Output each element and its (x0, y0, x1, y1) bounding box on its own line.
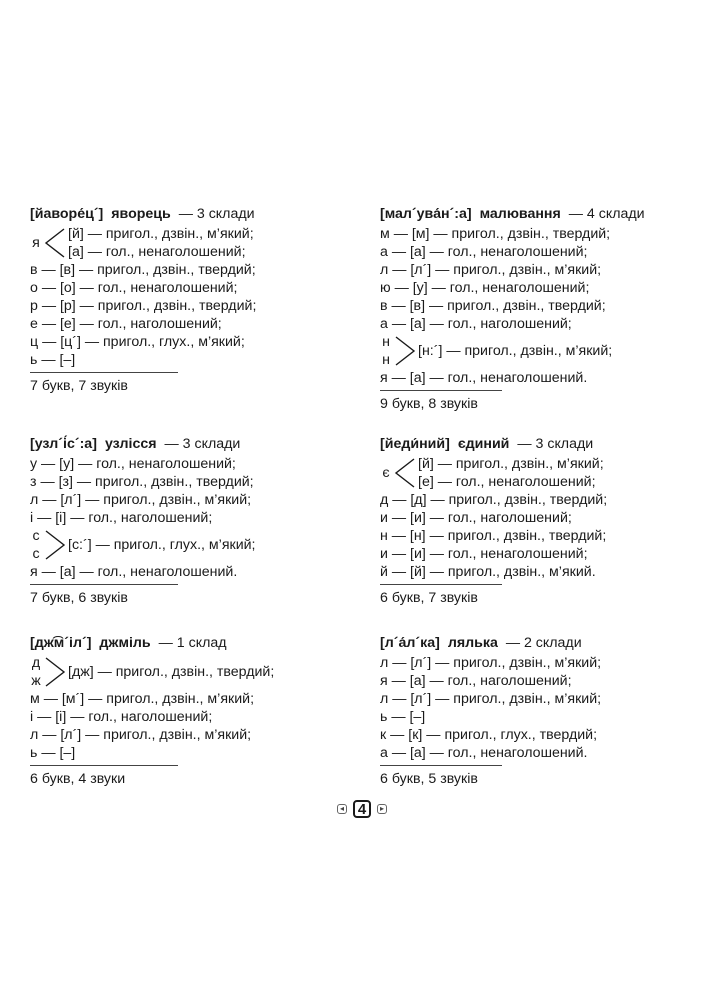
letter-description: л — [л´] — пригол., дзвін., м’який; (30, 492, 252, 508)
letter-row (380, 279, 680, 297)
word-heading (380, 634, 680, 652)
letter-row (380, 369, 680, 387)
syllable-count: — 2 склади (505, 635, 582, 651)
letter: с (32, 528, 40, 544)
syllable-count: — 3 склади (517, 436, 594, 452)
split-bracket-icon (392, 455, 418, 491)
letter-row (30, 261, 330, 279)
letter-description: у — [у] — гол., ненаголошений; (30, 456, 236, 472)
letter-description: а — [а] — гол., наголошений; (380, 316, 572, 332)
letter: є (382, 465, 390, 481)
letter-row-merge (30, 527, 330, 563)
word-heading (30, 435, 330, 453)
letter-description: л — [л´] — пригол., дзвін., м’який; (380, 691, 602, 707)
letter-sound-count: 6 букв, 5 звуків (380, 771, 478, 787)
letter-description: л — [л´] — пригол., дзвін., м’який; (380, 262, 602, 278)
syllable-count: — 3 склади (178, 206, 255, 222)
transcription: [йеди́ний] (380, 436, 450, 452)
letter-description: з — [з] — пригол., дзвін., твердий; (30, 474, 254, 490)
letter-row (30, 509, 330, 527)
letter-row (30, 744, 330, 762)
word-heading (30, 634, 330, 652)
next-page-icon: ▸ (377, 804, 387, 814)
letter-row (30, 279, 330, 297)
letter-description: ь — [–] (380, 709, 426, 725)
letter-row (30, 297, 330, 315)
letter-row (30, 473, 330, 491)
letter: с (32, 546, 40, 562)
divider (380, 584, 502, 585)
letter-row (30, 333, 330, 351)
sound-description: [н:´] — пригол., дзвін., м’який; (418, 343, 613, 359)
sound-description: [й] — пригол., дзвін., м’який; (68, 226, 254, 242)
transcription: [дж͡м´іл´] (30, 635, 92, 651)
divider (30, 372, 178, 373)
letter-description: ь — [–] (30, 745, 76, 761)
letter-description: л — [л´] — пригол., дзвін., м’який; (30, 727, 252, 743)
prev-page-icon: ◂ (337, 804, 347, 814)
merge-bracket-icon (42, 527, 68, 563)
letter-row (30, 455, 330, 473)
letter-row (380, 315, 680, 333)
page-number: 4 (353, 800, 371, 818)
letter: д (31, 655, 41, 671)
letter-row (30, 726, 330, 744)
divider (380, 390, 502, 391)
letter-description: м — [м] — пригол., дзвін., твердий; (380, 226, 611, 242)
letter-row (30, 690, 330, 708)
syllable-count: — 3 склади (164, 436, 241, 452)
letter-sound-count: 6 букв, 4 звуки (30, 771, 126, 787)
letter-description: н — [н] — пригол., дзвін., твердий; (380, 528, 607, 544)
word-analysis-block (380, 205, 680, 413)
sound-description: [дж] — пригол., дзвін., твердий; (68, 664, 275, 680)
letter-description: ь — [–] (30, 352, 76, 368)
letter-description: ю — [у] — гол., ненаголошений; (380, 280, 590, 296)
letter: н (382, 334, 390, 350)
letter-description: и — [и] — гол., наголошений; (380, 510, 572, 526)
letter-row (380, 726, 680, 744)
word: джміль (99, 635, 151, 651)
letter-row-split (380, 455, 680, 491)
merge-bracket-icon (392, 333, 418, 369)
letter-row (380, 297, 680, 315)
letter-row (380, 225, 680, 243)
letter-row (380, 509, 680, 527)
letter-description: р — [р] — пригол., дзвін., твердий; (30, 298, 257, 314)
word-analysis-block (30, 435, 330, 607)
word: яворець (111, 206, 171, 222)
letter-description: я — [а] — гол., ненаголошений. (380, 370, 588, 386)
letter-row (30, 351, 330, 369)
letter-description: к — [к] — пригол., глух., твердий; (380, 727, 598, 743)
word: єдиний (457, 436, 510, 452)
divider (30, 584, 178, 585)
letter-description: в — [в] — пригол., дзвін., твердий; (380, 298, 606, 314)
letter-description: д — [д] — пригол., дзвін., твердий; (380, 492, 608, 508)
letter-row (380, 491, 680, 509)
letter-row (380, 708, 680, 726)
letter-row-merge (30, 654, 330, 690)
letter-description: е — [е] — гол., наголошений; (30, 316, 222, 332)
letter-row (380, 654, 680, 672)
letter-row (380, 672, 680, 690)
transcription: [мал´ува́н´:а] (380, 206, 472, 222)
letter: ж (31, 673, 41, 689)
sound-description: [й] — пригол., дзвін., м’який; (418, 456, 604, 472)
letter-description: л — [л´] — пригол., дзвін., м’який; (380, 655, 602, 671)
transcription: [узл´і́с´:а] (30, 436, 97, 452)
page-number-box (337, 798, 391, 822)
letter-description: а — [а] — гол., ненаголошений; (380, 244, 588, 260)
letter-description: ц — [ц´] — пригол., глух., м’який; (30, 334, 245, 350)
word-heading (380, 205, 680, 223)
letter-row (380, 690, 680, 708)
word: малювання (479, 206, 561, 222)
sound-description: [а] — гол., ненаголошений; (68, 244, 246, 260)
letter-description: й — [й] — пригол., дзвін., м’який. (380, 564, 596, 580)
letter-row (30, 708, 330, 726)
letter-row (380, 243, 680, 261)
word-analysis-block (30, 205, 330, 395)
word-analysis-block (380, 435, 680, 607)
word-heading (380, 435, 680, 453)
split-bracket-icon (42, 225, 68, 261)
word: узлісся (104, 436, 157, 452)
letter-sound-count: 7 букв, 6 звуків (30, 590, 128, 606)
letter-row (380, 527, 680, 545)
letter-sound-count: 6 букв, 7 звуків (380, 590, 478, 606)
divider (30, 765, 178, 766)
word-analysis-block (380, 634, 680, 788)
letter: н (382, 352, 390, 368)
letter-description: м — [м´] — пригол., дзвін., м’який; (30, 691, 255, 707)
divider (380, 765, 502, 766)
letter-row-merge (380, 333, 680, 369)
letter-description: я — [а] — гол., ненаголошений. (30, 564, 238, 580)
letter-description: я — [а] — гол., наголошений; (380, 673, 572, 689)
transcription: [л´а́л´ка] (380, 635, 440, 651)
transcription: [йаворе́ц´] (30, 206, 104, 222)
letter-row (380, 261, 680, 279)
word-heading (30, 205, 330, 223)
sound-description: [с:´] — пригол., глух., м’який; (68, 537, 256, 553)
letter-sound-count: 7 букв, 7 звуків (30, 378, 128, 394)
word: лялька (447, 635, 498, 651)
letter-row (380, 545, 680, 563)
letter-row (380, 563, 680, 581)
syllable-count: — 1 склад (158, 635, 227, 651)
letter-description: и — [и] — гол., ненаголошений; (380, 546, 588, 562)
letter-row (380, 744, 680, 762)
sound-description: [е] — гол., ненаголошений; (418, 474, 596, 490)
letter-sound-count: 9 букв, 8 звуків (380, 396, 478, 412)
letter-description: о — [о] — гол., ненаголошений; (30, 280, 238, 296)
letter: я (32, 235, 40, 251)
letter-row (30, 315, 330, 333)
letter-row (30, 563, 330, 581)
letter-row-split (30, 225, 330, 261)
letter-description: а — [а] — гол., ненаголошений. (380, 745, 588, 761)
letter-row (30, 491, 330, 509)
letter-description: в — [в] — пригол., дзвін., твердий; (30, 262, 256, 278)
letter-description: і — [і] — гол., наголошений; (30, 709, 213, 725)
letter-description: і — [і] — гол., наголошений; (30, 510, 213, 526)
syllable-count: — 4 склади (568, 206, 645, 222)
word-analysis-block (30, 634, 330, 788)
merge-bracket-icon (42, 654, 68, 690)
